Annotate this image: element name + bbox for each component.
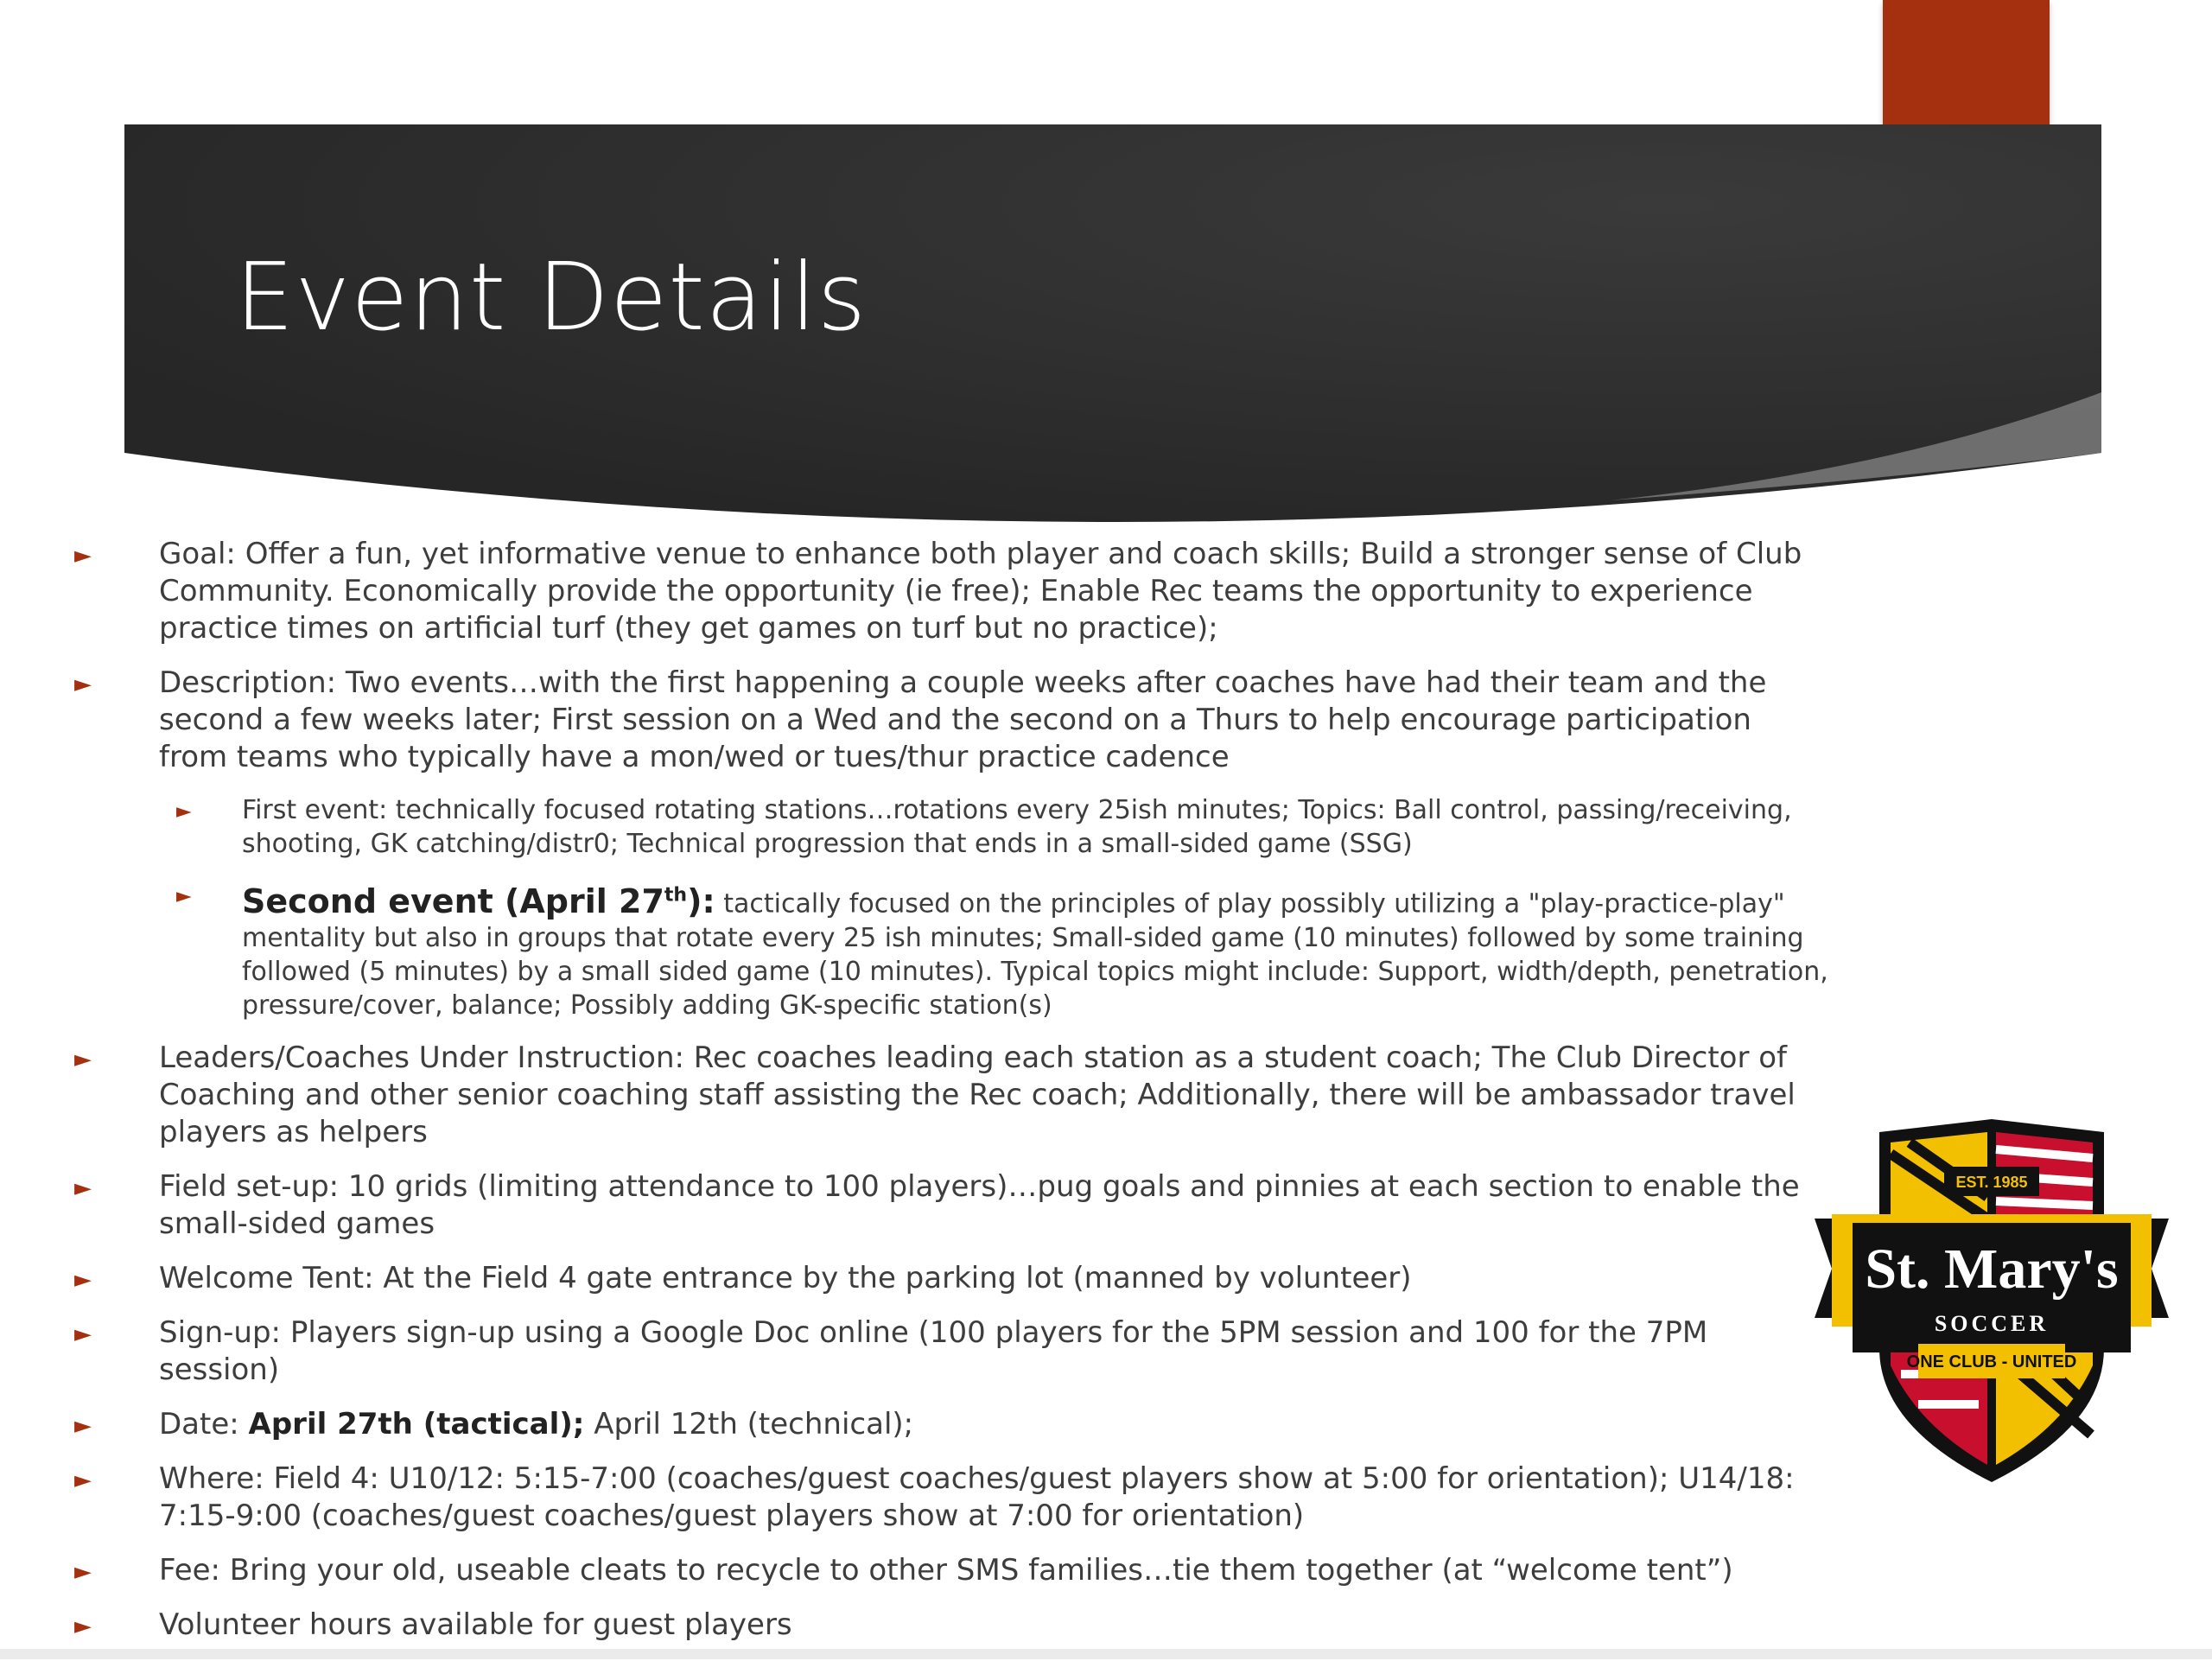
bullet-arrow-icon: ► <box>74 1321 92 1347</box>
bullet-arrow-icon: ► <box>74 1467 92 1493</box>
bullet-arrow-icon: ► <box>74 1412 92 1439</box>
bullet-text: Field set-up: 10 grids (limiting attendance to 100 players)…pug goals and pinnies at each section to enable the small-sided games <box>159 1168 1800 1241</box>
bullet-arrow-icon: ► <box>74 1613 92 1639</box>
bullet-description <box>74 665 1828 776</box>
sub-bullet-second-event <box>74 878 1828 1022</box>
bullet-arrow-icon: ► <box>74 671 92 697</box>
bullet-text: Volunteer hours available for guest players <box>159 1607 792 1642</box>
bullet-fee <box>74 1552 1828 1589</box>
bullet-date <box>74 1406 1828 1443</box>
bullet-goal <box>74 536 1828 647</box>
bullet-arrow-icon: ► <box>74 1174 92 1201</box>
bullet-where <box>74 1461 1828 1535</box>
bullet-arrow-icon: ► <box>176 800 192 823</box>
logo-name: St. Mary's <box>1865 1238 2119 1301</box>
bullet-arrow-icon: ► <box>176 885 192 907</box>
bullet-arrow-icon: ► <box>74 1266 92 1293</box>
logo-sport: SOCCER <box>1934 1311 2050 1336</box>
bullet-volunteer <box>74 1607 1828 1644</box>
st-marys-soccer-logo <box>1815 1115 2169 1486</box>
bullet-field-setup <box>74 1168 1828 1243</box>
sub-bullet-first-event <box>74 793 1828 861</box>
logo-motto: ONE CLUB - UNITED <box>1906 1352 2077 1371</box>
bullet-text: Fee: Bring your old, useable cleats to recycle to other SMS families…tie them together (at “welcome tent”) <box>159 1552 1733 1588</box>
bullet-text: Goal: Offer a fun, yet informative venue to enhance both player and coach skills; Build a stronger sense of Club Community. Economically provide the opportunity (ie free); Enable Rec teams the opportunity to experience practice times on artificial turf (they get games on turf but no practice); <box>159 537 1802 646</box>
bullet-arrow-icon: ► <box>74 1558 92 1585</box>
slide-title: Event Details <box>235 244 868 352</box>
bullet-arrow-icon: ► <box>74 1046 92 1072</box>
bullet-text: Where: Field 4: U10/12: 5:15-7:00 (coaches/guest coaches/guest players show at 5:00 for orientation); U14/18: 7:15-9:00 (coaches/guest coaches/guest players show at 7:00 for orientation) <box>159 1461 1795 1533</box>
bullet-sign-up <box>74 1314 1828 1389</box>
bullet-leaders <box>74 1040 1828 1151</box>
bullet-text: Sign-up: Players sign-up using a Google Doc online (100 players for the 5PM session and 100 for the 7PM session) <box>159 1314 1708 1387</box>
date-bold: April 27th (tactical); <box>248 1406 585 1441</box>
bullet-text: Description: Two events…with the first happening a couple weeks after coaches have had their team and the second a few weeks later; First session on a Wed and the second on a Thurs to help encourage participation from teams who typically have a mon/wed or tues/thur practice cadence <box>159 665 1767 774</box>
bullet-list <box>74 536 1828 1661</box>
bullet-text: Welcome Tent: At the Field 4 gate entrance by the parking lot (manned by volunteer) <box>159 1260 1412 1295</box>
bottom-divider <box>0 1649 2212 1659</box>
logo-est: EST. 1985 <box>1955 1174 2028 1191</box>
bullet-welcome-tent <box>74 1260 1828 1297</box>
bullet-text: First event: technically focused rotating stations…rotations every 25ish minutes; Topics: Ball control, passing/receiving, shooting, GK catching/distr0; Technical progression that ends in a small-sided game (SSG) <box>242 795 1792 859</box>
second-event-heading: Second event (April 27th): <box>242 881 715 920</box>
bullet-text: Leaders/Coaches Under Instruction: Rec coaches leading each station as a student coach; The Club Director of Coaching and other senior coaching staff assisting the Rec coach; Additionally, there will be ambassador travel players as helpers <box>159 1040 1796 1149</box>
date-rest: April 12th (technical); <box>584 1406 914 1441</box>
bullet-text: tactically focused on the principles of play possibly utilizing a "play-practice-play" mentality but also in groups that rotate every 25 ish minutes; Small-sided game (10 minutes) followed by some training followed (5 minutes) by a small sided game (10 minutes). Typical topics might include: Support, width/depth, penetration, pressure/cover, balance; Possibly adding GK-specific station(s) <box>242 888 1828 1021</box>
date-label: Date: <box>159 1406 249 1441</box>
bullet-arrow-icon: ► <box>74 543 92 569</box>
